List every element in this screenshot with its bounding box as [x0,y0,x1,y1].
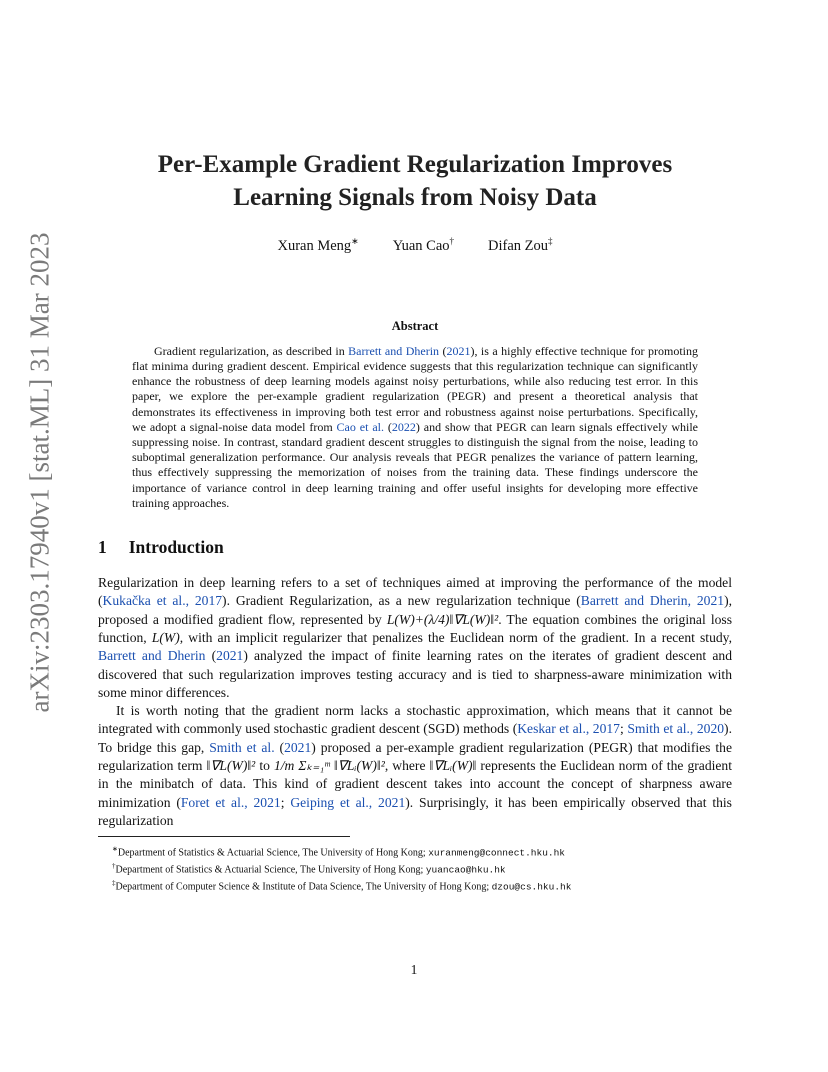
title-line-2: Learning Signals from Noisy Data [233,184,597,211]
citation-link[interactable]: Barrett and Dherin, 2021 [580,593,725,609]
author: Difan Zou‡ [488,236,553,254]
author: Xuran Meng∗ [277,236,359,254]
citation-link[interactable]: Kukačka et al., 2017 [102,593,223,609]
section-number: 1 [98,537,107,558]
arxiv-margin-stamp [24,232,56,712]
citation-link[interactable]: 2021 [216,648,244,664]
page-number: 1 [410,962,418,977]
title-line-1: Per-Example Gradient Regularization Improves [157,151,673,178]
citation-link[interactable]: Barrett and Dherin [348,343,440,358]
section-heading-introduction [98,537,732,558]
citation-link[interactable]: 2022 [391,419,416,434]
abstract-heading: Abstract [391,318,439,333]
formula: 1/m Σₖ₌₁ᵐ ‖∇Lᵢ(W)‖² [273,758,385,774]
formula: L(W)+(λ/4)‖∇L(W)‖² [386,611,499,627]
citation-link[interactable]: 2021 [284,739,312,755]
author-list [98,236,732,255]
abstract-block [132,319,698,511]
email-link[interactable]: xuranmeng@connect.hku.hk [428,847,566,859]
arxiv-identifier: arXiv:2303.17940v1 [stat.ML] 31 Mar 2023 [24,232,55,712]
abstract-text: Gradient regularization, as described in Barrett and Dherin (2021), is a highly effective technique for promoting flat minima during gradient descent. Empirical evidence suggests that this regularization technique can significantly enhance the robustness of deep learning models against noisy perturbations, while also reducing test error. In this paper, we explore the per-example gradient regularization (PEGR) and present a theoretical analysis that demonstrates its effectiveness in improving both test error and robustness against noise perturbations. Specifically, we adopt a signal-noise data model from Cao et al. (2022) and show that PEGR can learn signals effectively while suppressing noise. In contrast, standard gradient descent struggles to distinguish the signal from the noise, leading to suboptimal generalization performance. Our analysis reveals that PEGR penalizes the variance of pattern learning, thus effectively suppressing the memorization of noises from the training data. These findings underscore the importance of variance control in deep learning training and offer useful insights for developing more effective training approaches. [132,343,699,510]
citation-link[interactable]: Geiping et al., 2021 [290,794,406,810]
citation-link[interactable]: Smith et al. [209,739,275,755]
author: Yuan Cao† [392,236,455,254]
footnote: †Department of Statistics & Actuarial Science, The University of Hong Kong; yuancao@hku.hk [112,861,506,876]
paper-page [98,148,732,893]
email-link[interactable]: yuancao@hku.hk [425,864,506,876]
formula: ‖∇Lᵢ(W)‖ [429,758,477,774]
formula: ‖∇L(W)‖² [206,758,256,774]
email-link[interactable]: dzou@cs.hku.hk [491,881,572,893]
section-title: Introduction [128,537,224,558]
footnote-rule [98,836,350,837]
intro-paragraph-1: Regularization in deep learning refers to a set of techniques aimed at improving the performance of the model (Kukačka et al., 2017). Gradient Regularization, as a new regularization technique (Barrett and Dherin, 2021), proposed a modified gradient flow, represented by L(W)+(λ/4)‖∇L(W)‖². The equation combines the original loss function, L(W), with an implicit regularizer that penalizes the Euclidean norm of the gradient. In a recent study, Barrett and Dherin (2021) analyzed the impact of finite learning rates on the iterates of gradient descent and discovered that such regularization improves testing accuracy and is tied to sharpness-aware minimization with some minor differences. [98,575,732,700]
citation-link[interactable]: Foret et al., 2021 [180,794,281,810]
citation-link[interactable]: Cao et al. [336,419,384,434]
footnote: ‡Department of Computer Science & Institute of Data Science, The University of Hong Kong; dzou@cs.hku.hk [112,878,572,893]
citation-link[interactable]: 2021 [446,343,471,358]
paper-title [98,148,732,214]
citation-link[interactable]: Smith et al., 2020 [627,721,725,737]
footnote: ∗Department of Statistics & Actuarial Science, The University of Hong Kong; xuranmeng@connect.hku.hk [112,845,566,859]
citation-link[interactable]: Barrett and Dherin [98,648,206,664]
intro-paragraph-2: It is worth noting that the gradient norm lacks a stochastic approximation, which means that it cannot be integrated with commonly used stochastic gradient descent (SGD) methods (Keskar et al., 2017; Smith et al., 2020). To bridge this gap, Smith et al. (2021) proposed a per-example gradient regularization (PEGR) that modifies the regularization term ‖∇L(W)‖² to 1/m Σₖ₌₁ᵐ ‖∇Lᵢ(W)‖², where ‖∇Lᵢ(W)‖ represents the Euclidean norm of the gradient in the minibatch of data. This kind of gradient descent takes into account the concept of sharpness aware minimization (Foret et al., 2021; Geiping et al., 2021). Surprisingly, it has been empirically observed that this regularization [98,703,733,828]
citation-link[interactable]: Keskar et al., 2017 [517,721,620,737]
formula: L(W) [151,629,180,645]
